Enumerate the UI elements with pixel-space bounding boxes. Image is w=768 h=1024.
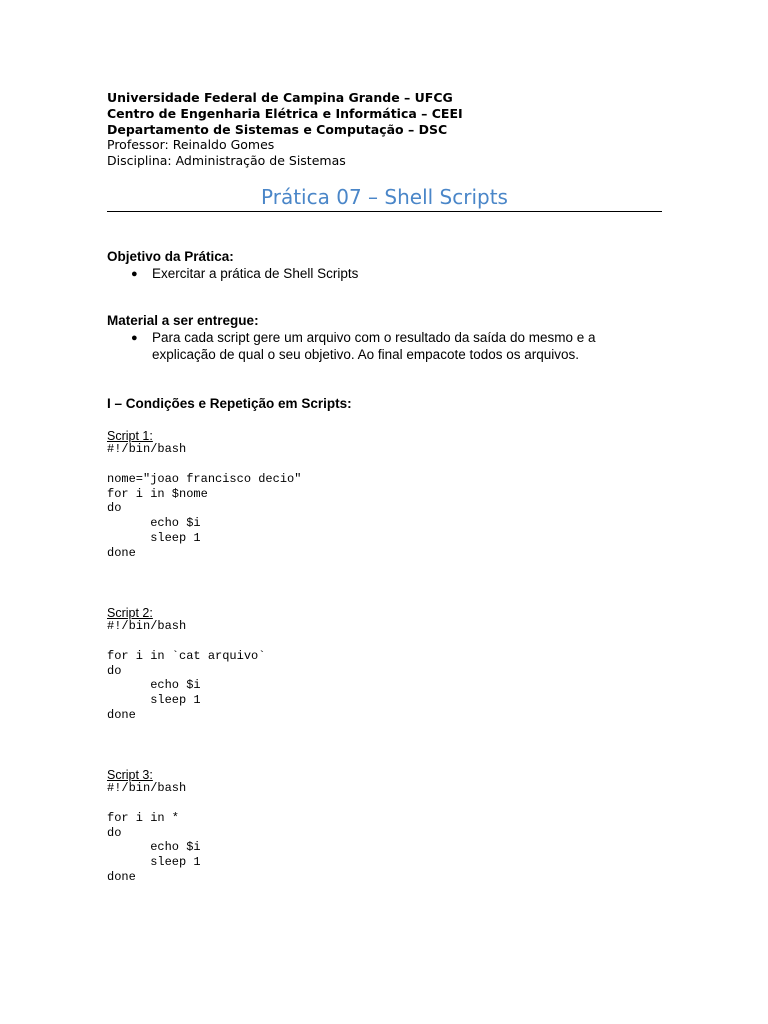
script-2-code: #!/bin/bash for i in `cat arquivo` do echo $i sleep 1 done — [107, 619, 266, 723]
bullet-icon: ● — [131, 268, 138, 280]
page-title: Prática 07 – Shell Scripts — [261, 185, 508, 209]
objective-heading: Objetivo da Prática: — [107, 249, 234, 264]
center-name: Centro de Engenharia Elétrica e Informática – CEEI — [107, 106, 463, 121]
title-divider — [107, 211, 662, 212]
script-1-label: Script 1: — [107, 429, 153, 443]
department-name: Departamento de Sistemas e Computação – DSC — [107, 122, 448, 137]
objective-item: Exercitar a prática de Shell Scripts — [152, 266, 359, 281]
material-item: Para cada script gere um arquivo com o resultado da saída do mesmo e a explicação de qual o seu objetivo. Ao final empacote todos os arquivos. — [152, 330, 596, 362]
section-heading: I – Condições e Repetição em Scripts: — [107, 396, 352, 411]
script-3-label: Script 3: — [107, 768, 153, 782]
script-3-code: #!/bin/bash for i in * do echo $i sleep 1 done — [107, 781, 201, 885]
professor-line: Professor: Reinaldo Gomes — [107, 137, 275, 152]
bullet-icon: ● — [131, 332, 138, 344]
script-1-code: #!/bin/bash nome="joao francisco decio" for i in $nome do echo $i sleep 1 done — [107, 442, 302, 560]
script-2-label: Script 2: — [107, 606, 153, 620]
university-name: Universidade Federal de Campina Grande – UFCG — [107, 90, 453, 105]
material-heading: Material a ser entregue: — [107, 313, 259, 328]
discipline-line: Disciplina: Administração de Sistemas — [107, 153, 346, 168]
